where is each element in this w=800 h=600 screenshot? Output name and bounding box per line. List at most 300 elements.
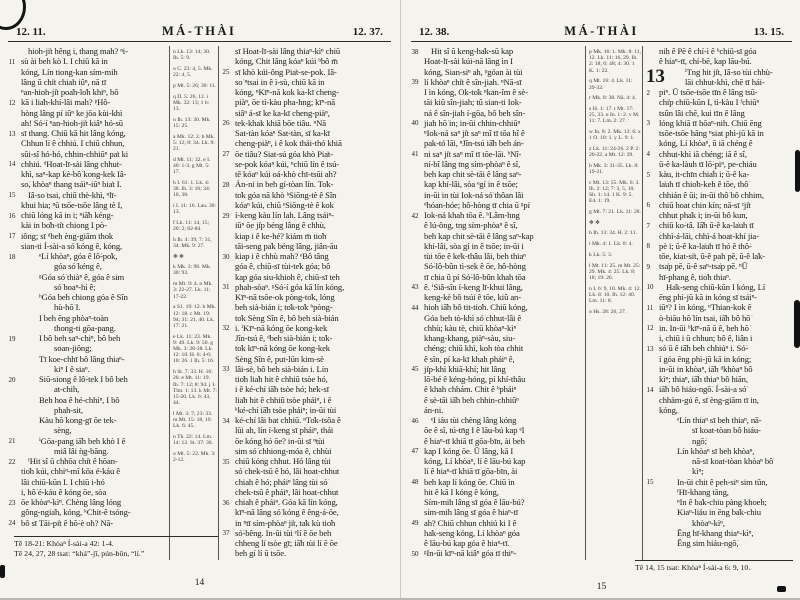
line-text: so͘ ⁿtsai in ê ì-sù, chiū kā in [235, 76, 325, 87]
verse-number: 9 [646, 262, 650, 271]
line-text: I beh ēng phòaⁿ-toàn [39, 312, 109, 323]
text-line [235, 87, 395, 97]
line-text: sī Hoat-lī-sài lâng thiaⁿ-kìⁿ chiū [235, 46, 341, 56]
text-line [424, 497, 582, 507]
text-line [21, 323, 166, 333]
verse-number: 11 [646, 303, 654, 312]
text-line [646, 302, 796, 313]
text-line [411, 302, 582, 313]
text-line [411, 76, 582, 87]
text-line [659, 46, 796, 56]
text-line [235, 354, 395, 364]
line-text: Hoat-lī-sài kúi-nā lâng ìn I [424, 56, 513, 67]
line-text: chhián ê ūi; in-ūi thô͘ bô chhim, [659, 189, 764, 200]
line-text: kóng, Lí khòaⁿ, ū iā chéng ê [659, 138, 753, 149]
text-line [659, 405, 796, 415]
text-line [21, 384, 166, 394]
line-text: án-ni. [424, 404, 444, 415]
verse-number: 4 [646, 150, 650, 159]
text-line [222, 148, 395, 159]
text-line [21, 272, 166, 282]
verse-number: 24 [8, 519, 16, 528]
line-text: ê lāu-bú kap góa ê hiaⁿ-tī. [424, 538, 510, 548]
text-line [235, 97, 395, 107]
text-line [235, 384, 395, 394]
line-text: ʰGóa beh chiong góa ê Sîn [39, 292, 128, 302]
book-title: MÁ-THÀI [564, 24, 639, 38]
line-text: Sèng Sîn ê, put-lūn kim-sè [235, 353, 324, 364]
line-text: chhù; kàu tè, chiū khòaⁿ-kìⁿ [424, 322, 517, 333]
verse-number: 10 [646, 283, 654, 292]
line-text: góa só͘ kéng ê, [54, 261, 102, 272]
page-body [403, 42, 800, 560]
line-text: chiū ko͘-tâ. Iā̍h ū-ê ka-la̍uh tī [659, 220, 754, 231]
text-line [659, 456, 796, 466]
verse-number: 19 [8, 334, 16, 343]
line-text: sèng, [54, 425, 72, 436]
text-line [424, 87, 582, 97]
text-line [659, 272, 796, 282]
cross-reference: a S1. 19: 12. b Mk. 12: 18. c Mt. 19: 94; 31: 21, 40. Lk. 17: 21. [173, 304, 216, 329]
line-text: keng-kè bô tsúi ê tōe, kiû an- [424, 292, 521, 302]
line-text: to̍k góa nā khò ᵇSiōng-tè ê Sîn [235, 189, 337, 200]
cross-reference-column [169, 46, 219, 560]
text-line [424, 384, 582, 394]
text-line [21, 200, 166, 210]
text-line [411, 363, 582, 374]
line-text: só͘ hoaⁿ-hí ê; [54, 281, 96, 292]
text-line [424, 425, 582, 435]
text-line [424, 138, 582, 148]
verse-number: 43 [411, 283, 419, 292]
line-text: kap khí-lâi, sòa ᵉgí in ê tsōe; [424, 179, 518, 190]
text-line [235, 507, 395, 517]
line-text: ᶠHī-khang tāng, [677, 486, 729, 497]
cross-reference: s Iô. 1: 17. t Mt. 17: 25, 33. u In. 1: 2. v M. 11: 7. Lm. 2: 27. [589, 105, 640, 125]
line-text: in ⁿtī sím-phòaⁿ ji̍t, ta̍k kù tio̍h [235, 517, 336, 528]
text-line [235, 333, 395, 343]
line-text: kìⁿ; [692, 466, 704, 477]
text-line [646, 343, 796, 354]
line-text: In-ūi chit ê peh-siⁿ sim tūn, [677, 476, 768, 487]
text-line [659, 251, 796, 261]
text-line [411, 517, 582, 528]
text-line [424, 272, 582, 282]
line-text: pak-tó͘ lāi, ⁿJîn-tsú iā̍h beh án- [424, 138, 524, 149]
text-line [659, 159, 796, 169]
verse-number: 44 [411, 303, 419, 312]
text-line [659, 538, 796, 548]
line-text: só͘-bêng. In-ūi tùi ᵉlí ê ōe beh [235, 527, 332, 538]
text-line [8, 56, 166, 67]
line-text: ⁱTng hit ji̍t, Iâ-so͘ tùi chhù- [685, 66, 773, 77]
verse-number: 16 [8, 211, 16, 220]
verse-number: 23 [8, 498, 16, 507]
text-line [424, 67, 582, 77]
footnote: Tē 18-21: Khòaⁿ Í-sài-a 42: 1-4. [14, 539, 114, 548]
text-line [21, 169, 166, 179]
line-text: in. In-ūi ᵇkīⁿ-nā ū ê, beh hō͘ [659, 322, 749, 333]
line-text: nih ê Pē ê chí-ì ê ʰchiū-sī góa [659, 46, 757, 56]
verse-number: 14 [646, 385, 654, 394]
line-text: ní-bî lâng tng sím-phòaⁿ ê sî, [424, 158, 521, 169]
line-text: soan-jiông; [54, 343, 92, 354]
line-text: tùi tōe ê ke̍k-thâu lâi, beh thiaⁿ [424, 251, 526, 261]
verse-number: 22 [8, 457, 16, 466]
line-text: beh kap lí kóng ōe. Chiū ìn [424, 476, 515, 487]
line-text: ah! Só͘-í ⁿan-hioh-ji̍t kiâⁿ hó-sū [21, 117, 123, 128]
running-header [403, 0, 800, 41]
line-text: so͘, khòaⁿ thang tsáiⁿ-iūⁿ bia̍t I. [21, 179, 122, 190]
verse-number: 33 [222, 365, 230, 374]
line-text: Hit sî ū keng-ha̍k-sū kap [431, 46, 514, 56]
line-text: bô sī Tāi-pi̍t ê hō͘-è o͘h? Nā- [21, 517, 114, 528]
text-column-1 [411, 46, 582, 560]
text-line [8, 210, 166, 220]
text-line [424, 97, 582, 107]
line-text: ná ê sîn-jiah í-gōa, bô beh sîn- [424, 107, 526, 118]
text-line [424, 292, 582, 302]
line-text: kóng, [659, 404, 678, 415]
line-text: ⁱGōa-pang iā̍h beh khò I ê [39, 435, 126, 446]
text-line [411, 148, 582, 159]
verse-number: 15 [8, 191, 16, 200]
verse-number: 25 [222, 68, 230, 77]
text-line [659, 497, 796, 507]
line-text: ê sîn, pí ka-kī khah pháiⁿ ê, [424, 353, 515, 364]
line-text: phah-sit, [54, 404, 83, 415]
text-line [659, 354, 796, 364]
text-line [235, 128, 395, 138]
cross-reference: f Lk. 11: 14, 15; 20: 2; 82-84. [173, 219, 210, 232]
cross-reference: ✻ ✻ [589, 219, 600, 226]
footnote: Tē 14, 15 tsat: Khòaⁿ Í-sài-a 6: 9, 10. [635, 562, 751, 572]
line-text: beh kap chit sè-tāi ê lâng saⁿ- [424, 169, 522, 179]
text-line [424, 528, 582, 538]
text-line [235, 395, 395, 405]
line-text: lāi chhut-khì, chē tī hái- [685, 76, 765, 87]
verse-number: 32 [222, 324, 230, 333]
line-text: khòaⁿ-kìⁿ, [692, 517, 725, 528]
cross-reference: p Mk. 16: 1. Mk. 8: 11, 12. Lk. 11: 16, 29. Ih. 2: 18; 6: 48; 4: 30. 1 K. 1: 22. [589, 49, 642, 74]
text-line [646, 261, 796, 272]
line-text: lóng khiā tī hōaⁿ-nih. Chiū ēng [659, 117, 762, 128]
text-line [659, 138, 796, 148]
header-verse-right: 13. 15. [753, 26, 784, 38]
line-text: beh sià-bián i; to̍k-to̍k ʰpòng- [235, 302, 333, 313]
line-text: chek-tsū ê pháiⁿ, lâi hoat-chhut [235, 486, 339, 497]
line-text: ᶠHit sî ū chhōa chi̍t ê hōan- [28, 456, 118, 466]
line-text: lō͘-bé ê kéng-hóng, pí khí-thâu [424, 374, 526, 384]
running-header [0, 0, 399, 41]
line-text: khang-khang, piàⁿ-sàu, siu- [424, 333, 516, 343]
text-line [21, 292, 166, 302]
verse-number: 41 [411, 150, 419, 159]
line-text: i, hō͘ é-káu ê kóng ōe, sòa [21, 486, 107, 497]
line-text: sī koat-tòan bô hiáu- [692, 425, 761, 436]
line-text: kóng, Lín tiong-kan sím-mih [21, 66, 118, 77]
line-text: Sím-mih lâng sī góa ê lāu-bú? [424, 497, 525, 507]
text-line [424, 159, 582, 169]
text-line [8, 374, 166, 384]
text-line [235, 302, 395, 312]
verse-number: 8 [646, 242, 650, 251]
cross-reference: i Mk. 4: 1. Lk. 8: 4. [589, 241, 633, 248]
line-text: kīⁿ-nā lâng só͘ kóng ê êng-á-ōe, [235, 507, 339, 518]
verse-number: 18 [8, 252, 16, 261]
line-text: iā̍h bô hiáu-ngō͘. Í-sài-a só͘ [659, 384, 747, 395]
line-text: piⁿ. Ū tsōe-tsōe tīn ê lâng tsū- [659, 87, 758, 97]
text-line [222, 117, 395, 128]
line-text: ēng phì-jū kā in kóng sī tsáiⁿ- [659, 292, 757, 302]
scan-artifact-edge [794, 300, 800, 348]
line-text: i. ⁱKīⁿ-nā kóng ōe kong-kek [235, 322, 328, 333]
text-line [8, 251, 166, 261]
line-text: sù ài beh kò I. I chiū kā in [21, 56, 108, 67]
line-text: hù-hō͘ I. [54, 302, 81, 313]
line-text: ᵉI iáu tùi chèng lâng kóng [431, 415, 517, 425]
text-line [21, 77, 166, 87]
cross-reference-column [585, 46, 643, 560]
line-text: ⁿan-hioh-ji̍t poa̍h-lo̍h khiⁿ, bô [21, 87, 119, 97]
line-text: kìⁿ; thiaⁿ, iā̍h thiaⁿ bô hiān, [659, 374, 748, 384]
text-line [21, 46, 166, 56]
text-line [424, 487, 582, 497]
text-line [424, 466, 582, 476]
text-line [424, 169, 582, 179]
text-line [235, 190, 395, 200]
text-line [235, 108, 395, 118]
line-text: lí khòaⁿ chi̍t ê sîn-jiah. ⁿNā-sī [424, 76, 522, 87]
text-line [222, 66, 395, 77]
line-text: Tī koe-chhī bô lâng thiaⁿ- [39, 353, 125, 364]
verse-number: 30 [222, 252, 230, 261]
text-line [659, 518, 796, 528]
verse-number: 13 [8, 129, 16, 138]
line-text: pè i; ū-ê ka-la̍uh tī hó ê thô͘- [659, 240, 752, 251]
verse-number: 14 [8, 160, 16, 169]
text-column-2 [222, 46, 395, 560]
line-text: kóng, Chit lâng kóaⁿ kúi ᵇbô m̄ [235, 56, 338, 67]
text-line [235, 241, 395, 251]
text-line [8, 333, 166, 343]
line-text: ê hiaⁿ-tī khiā tī gōa-bīn, ài beh [424, 435, 525, 446]
text-line [646, 117, 796, 128]
text-line [222, 322, 395, 333]
line-text: Só͘-lô-bûn tì-sek ê ōe, hô-hòng [424, 261, 526, 272]
line-text: chhut pha̍k i; in-ūi bô kun, [659, 210, 748, 220]
text-line [424, 200, 582, 210]
text-line [235, 466, 395, 476]
text-line [424, 108, 582, 118]
text-column-2 [646, 46, 796, 560]
text-line [21, 405, 166, 415]
line-text: Sat-tàn kóaⁿ Sat-tàn, sī ka-kī [235, 128, 330, 138]
cross-reference: u Ih. 13: 30. Mk. 15: 25. [173, 116, 211, 129]
verse-number: 40 [411, 119, 419, 128]
line-text: jiah hō͘ in; in-ūi chhin-chhiūⁿ [424, 117, 521, 128]
line-text: ê lú-ông, tng sím-phòaⁿ ê sî, [424, 220, 518, 231]
line-text: kā i lia̍h-khí-lâi mah? ᵖHô- [21, 97, 111, 108]
verse-number: 15 [646, 478, 654, 487]
text-line [424, 343, 582, 353]
text-line [659, 333, 796, 343]
text-line [424, 179, 582, 189]
line-text: ᵍIn-ūi kīⁿ-nā kiâⁿ góa tī thiⁿ- [424, 548, 517, 559]
line-text: lia̍h hit ê chhiū tsòe pháiⁿ, i ê [235, 394, 332, 405]
line-text: siâⁿ á-sī ke ka-kī cheng-piàⁿ, [235, 107, 330, 118]
text-line [659, 292, 796, 302]
line-text: Beh hoa ê hé-chhíⁿ, I bô [39, 394, 120, 405]
line-text: chi̍p chiū-kūn I, tì-kàu I ᶠchiūⁿ [659, 97, 760, 108]
verse-number: 31 [222, 283, 230, 292]
text-line [8, 230, 166, 241]
line-text: iông; sī ᵈbeh èng-giām thok [21, 230, 114, 241]
header-verse-left: 12. 38. [419, 26, 450, 38]
text-line [21, 108, 166, 118]
cross-reference: h Ih. 4: 39; 7: 31, 34. Mk. 9: 27. [173, 236, 212, 249]
line-text: Kàu hō͘ kong-gī ōe tek- [39, 415, 117, 425]
text-line [235, 405, 395, 415]
cross-reference: b Mk. 3: 31-35. Lk. 8: 19-21. [589, 162, 639, 176]
line-text: chiah ê pháiⁿ. Góa kā lín kóng, [235, 497, 338, 507]
line-text: Ēng hī-khang thiaⁿ-kìⁿ, [677, 527, 754, 538]
cross-reference: n Lk. 13: 14; 30. Ih. 5: 9. [173, 49, 211, 62]
text-line [424, 220, 582, 230]
text-line [21, 138, 166, 148]
header-verse-right: 12. 37. [352, 26, 383, 38]
line-text: khui hia; ⁿū tsōe-tsōe lâng tè I, [21, 199, 123, 210]
text-line [424, 538, 582, 548]
text-line [222, 210, 395, 220]
text-line [424, 405, 582, 415]
cross-reference: l Mt. 3: 7; 23: 33. m Mt. 15: 18, 19. Lk. 6: 45. [173, 410, 213, 430]
line-text: chhàm-gú ê, sī èng-giām tī in, [659, 394, 759, 405]
text-line [424, 231, 582, 241]
text-line [235, 56, 395, 66]
text-line [21, 241, 166, 251]
text-line [8, 128, 166, 138]
line-text: Iok-ná khah tōa ê. ʰLâm-hng [424, 210, 520, 220]
text-line [21, 354, 166, 364]
text-line [659, 374, 796, 384]
line-text: sian-ti Í-sài-a só͘ kóng ê, kóng, [21, 240, 123, 251]
text-line [235, 272, 395, 282]
page-right [403, 0, 800, 600]
line-text: tio̍h kúi, chhiⁿ-mî kōa é-káu ê [21, 466, 120, 477]
line-text: tsûn lâi chē, kui tīn ê lâng [659, 107, 745, 118]
text-line [21, 395, 166, 405]
verse-number: 21 [8, 437, 16, 446]
text-line [659, 179, 796, 189]
line-text: góa ê, chiū-sī tùi-te̍k góa; bô [235, 261, 331, 272]
text-line [235, 446, 395, 456]
text-line [646, 384, 796, 395]
verse-number: 36 [222, 498, 230, 507]
page-number: 15 [596, 582, 607, 592]
text-line [659, 528, 796, 538]
text-line [411, 476, 582, 487]
verse-number: 34 [222, 416, 230, 425]
header-verse-left: 12. 11. [16, 26, 46, 38]
line-text: tōe, kiat-si̍t, ū-ê pah pē, ū-ê la̍k- [659, 251, 766, 261]
line-text: ngō͘; [692, 435, 707, 446]
text-line [8, 189, 166, 200]
line-text: ⁿIn ê ba̍k-chiu pàng khoeh; [677, 497, 767, 507]
line-text: kap I kóng ōe. Ū lâng, kā I [424, 445, 514, 456]
verse-number: 50 [411, 549, 419, 558]
line-text: chéng; chiū khì, koh tòa chhit [424, 343, 524, 354]
line-text: tī chia ū pí Só͘-lô-bûn khah tōa [424, 271, 526, 282]
text-line [21, 118, 166, 128]
text-line [222, 179, 395, 190]
verse-number: 13 [646, 344, 654, 353]
text-line [411, 281, 582, 292]
line-text: chiū lóng kā in i; ⁿiā̍h kéng- [21, 210, 114, 220]
line-text: sûi-sî hó-hó, chhin-chhiūⁿ pa̍t ki [21, 148, 129, 159]
text-line [646, 199, 796, 210]
line-text: beh kap chit sè-tāi ê lâng saⁿ-kap [424, 230, 534, 241]
line-text: kóaⁿ kúi, chiū ᵉSiōng-tè ê kok [235, 199, 334, 210]
text-line [21, 477, 166, 487]
line-text: khí-lâi, sòa gí in ê tsōe; in-ūi i [424, 240, 524, 251]
text-line [424, 507, 582, 517]
line-text: lūi ah, lín í-keng sī pháiⁿ, thái [235, 425, 334, 436]
text-line [21, 446, 166, 456]
cross-reference: l Mt. 11: 25. m Mt. 25: 29. Mk. 4: 25. Lk. 8: 18; 19: 26. [589, 262, 641, 281]
text-line [8, 456, 166, 466]
cross-reference: d Mt. 11: 32. e I. 40: 1-3. g Mt. 5: 17. [173, 156, 211, 176]
line-text: í góa ēng phì-jū kā in kóng; [659, 353, 752, 364]
verse-number: 48 [411, 478, 419, 487]
text-line [235, 343, 395, 353]
line-text: chhiú. ᵈHoat-lī-sài lâng chhut- [21, 158, 122, 169]
cross-reference: w In. 8: 2. Mk. 12: 6. x 1 O. 10: 1. y L. 9: 1. [589, 129, 641, 142]
line-text: beh gí lí ū tsōe. [235, 548, 287, 559]
line-text: kàu, it-chīn chia̍h i; ū-ê ka- [659, 169, 750, 179]
line-text: Chhun lí ê chhiú. I chiū chhun, [21, 138, 125, 149]
verse-number: 12 [8, 98, 16, 107]
text-line [21, 487, 166, 497]
text-line [21, 343, 166, 353]
text-line [659, 190, 796, 200]
line-text: kiⁿ I ê siaⁿ. [54, 363, 90, 374]
verse-number: 12 [646, 324, 654, 333]
text-line [235, 77, 395, 87]
text-line [646, 476, 796, 487]
verse-number: 47 [411, 447, 419, 456]
line-text: sī thang. Chiū kā hit lâng kóng, [21, 128, 126, 138]
line-text: ké-chí lâi bat chhiū. ⁿTo̍k-tsôa ê [235, 415, 341, 425]
line-text: Jîn-tsú ê, ᵈbeh sià-bián i; to̍k- [235, 333, 333, 343]
line-text: i ê ké-chí iā̍h tsòe hó; he̍k-sī [235, 384, 329, 395]
line-text: se-pok kóaⁿ kúi, ⁿchiū lín ê tsú- [235, 158, 340, 169]
text-line [21, 302, 166, 312]
verse-number: 6 [646, 201, 650, 210]
cross-reference: q Mt. 16: 4. Lk. 11: 29-32. [589, 78, 633, 91]
line-text: ji̍p-khì khiā-khí; hit lâng [424, 363, 506, 374]
cross-reference: n I. 6: 9, 10. Mk. 4: 12. Lk. 8: 10. Ih. 12: 40. Lm. 11: 8. [589, 285, 641, 305]
text-line [424, 395, 582, 405]
scan-artifact-edge [795, 150, 800, 192]
text-line [21, 282, 166, 292]
line-text: gông-ngia̍h, kóng, ᵏChit-ê tsóng- [21, 507, 131, 518]
cross-reference: a Mk. 12: 2. b Mk. 5: 12; 8: 34. Lk. 9: 21. [173, 133, 215, 152]
cross-reference: e Lk. 11: 23. Mk. 9: 40. Lk. 9: 50. g Mk. 3: 28-38. Lk. 12: 10. H. 6: 4-6; 10: 26. 1 Ih. 5: 16. [173, 333, 215, 365]
cross-reference: c Mt. 13: 55. Mk. 6: 3. Ih. 2: 12; 7: 3, 5, 10. Sh. 1: 14. 1 K. 9: 5. E4. 1: 19. [589, 179, 640, 205]
text-line [21, 507, 166, 517]
line-text: só͘ ū ê iā̍h beh chhiúⁿ i. Só͘- [659, 343, 749, 354]
